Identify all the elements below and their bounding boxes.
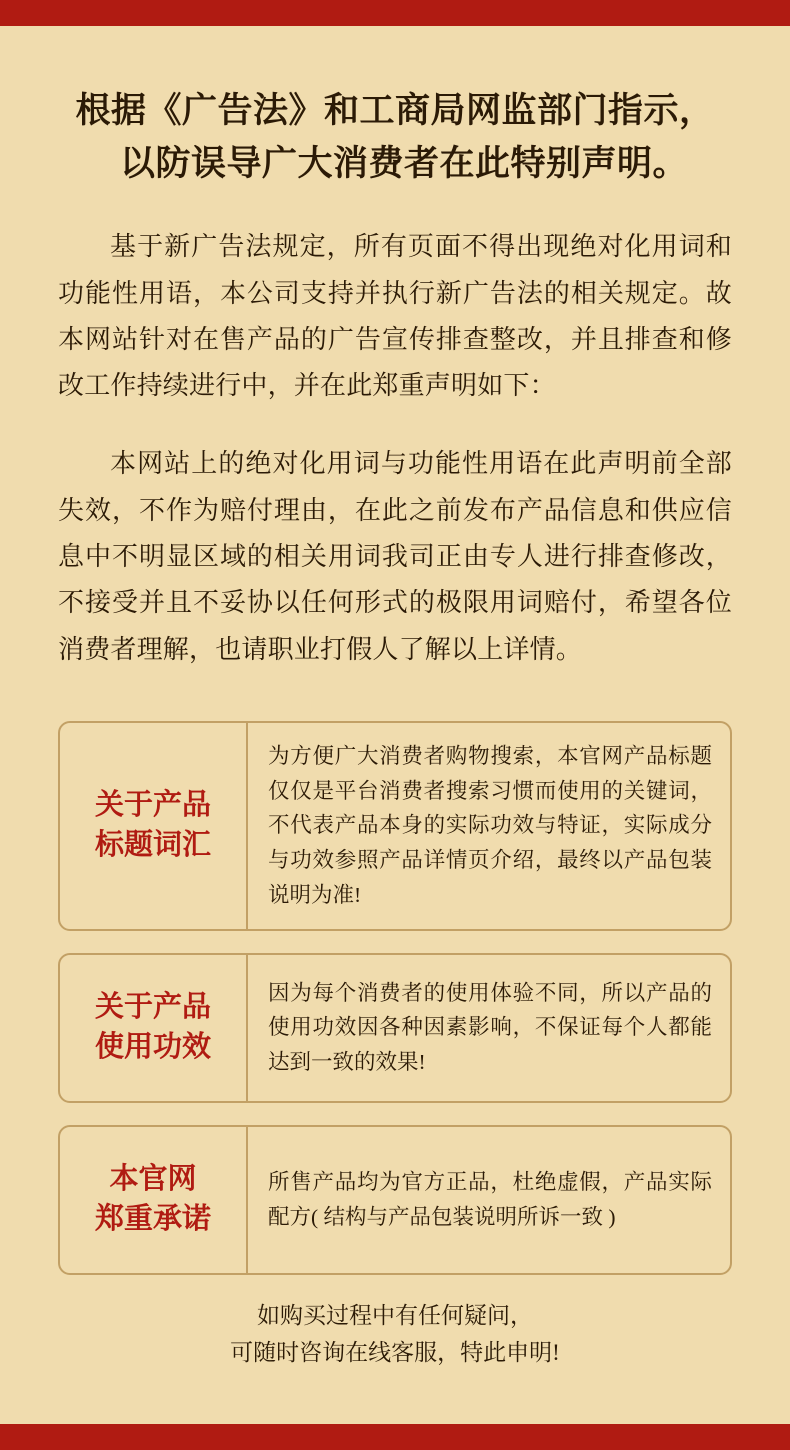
statement-box-product-title	[58, 721, 732, 931]
statement-box-title-line1: 关于产品	[94, 991, 211, 1024]
footer-note-line2: 可随时咨询在线客服，特此申明!	[230, 1340, 560, 1366]
statement-box-title-line1: 关于产品	[94, 789, 211, 822]
statement-paragraph-1: 基于新广告法规定，所有页面不得出现绝对化用词和功能性用语，本公司支持并执行新广告法的相关规定。故本网站针对在售产品的广告宣传排查整改，并且排查和修改工作持续进行中，并在此郑重声明如下：	[58, 232, 732, 401]
footer-note	[58, 1297, 732, 1372]
statement-box-title-line2: 郑重承诺	[94, 1202, 211, 1235]
statement-box-title-line2: 标题词汇	[94, 828, 211, 861]
footer-note-line1: 如购买过程中有任何疑问，	[257, 1302, 533, 1328]
page-title-line2: 以防误导广大消费者在此特别声明。	[119, 144, 688, 184]
statement-box-official-promise	[58, 1125, 732, 1275]
statement-panel	[0, 26, 790, 1424]
statement-box-body: 因为每个消费者的使用体验不同，所以产品的使用功效因各种因素影响，不保证每个人都能达到一致的效果!	[268, 980, 712, 1075]
statement-box-title	[60, 1127, 248, 1273]
statement-box-body: 所售产品均为官方正品，杜绝虚假，产品实际配方( 结构与产品包装说明所诉一致 )	[268, 1170, 712, 1229]
statement-box-title-line2: 使用功效	[94, 1030, 211, 1063]
page-title	[58, 26, 732, 190]
statement-box-body: 为方便广大消费者购物搜索，本官网产品标题仅仅是平台消费者搜索习惯而使用的关键词，不代表产品本身的实际功效与特证，实际成分与功效参照产品详情页介绍，最终以产品包装说明为准!	[268, 743, 712, 908]
statement-box-product-effect	[58, 953, 732, 1103]
page-title-line1: 根据《广告法》和工商局网监部门指示，	[75, 91, 715, 130]
statement-paragraph-2: 本网站上的绝对化用词与功能性用语在此声明前全部失效，不作为赔付理由，在此之前发布产品信息和供应信息中不明显区域的相关用词我司正由专人进行排查修改，不接受并且不妥协以任何形式的极限用词赔付，希望各位消费者理解，也请职业打假人了解以上详情。	[58, 449, 732, 664]
statement-box-title	[60, 955, 248, 1101]
statement-box-title-line1: 本官网	[109, 1163, 197, 1196]
statement-box-list	[58, 721, 732, 1275]
statement-box-title	[60, 723, 248, 929]
